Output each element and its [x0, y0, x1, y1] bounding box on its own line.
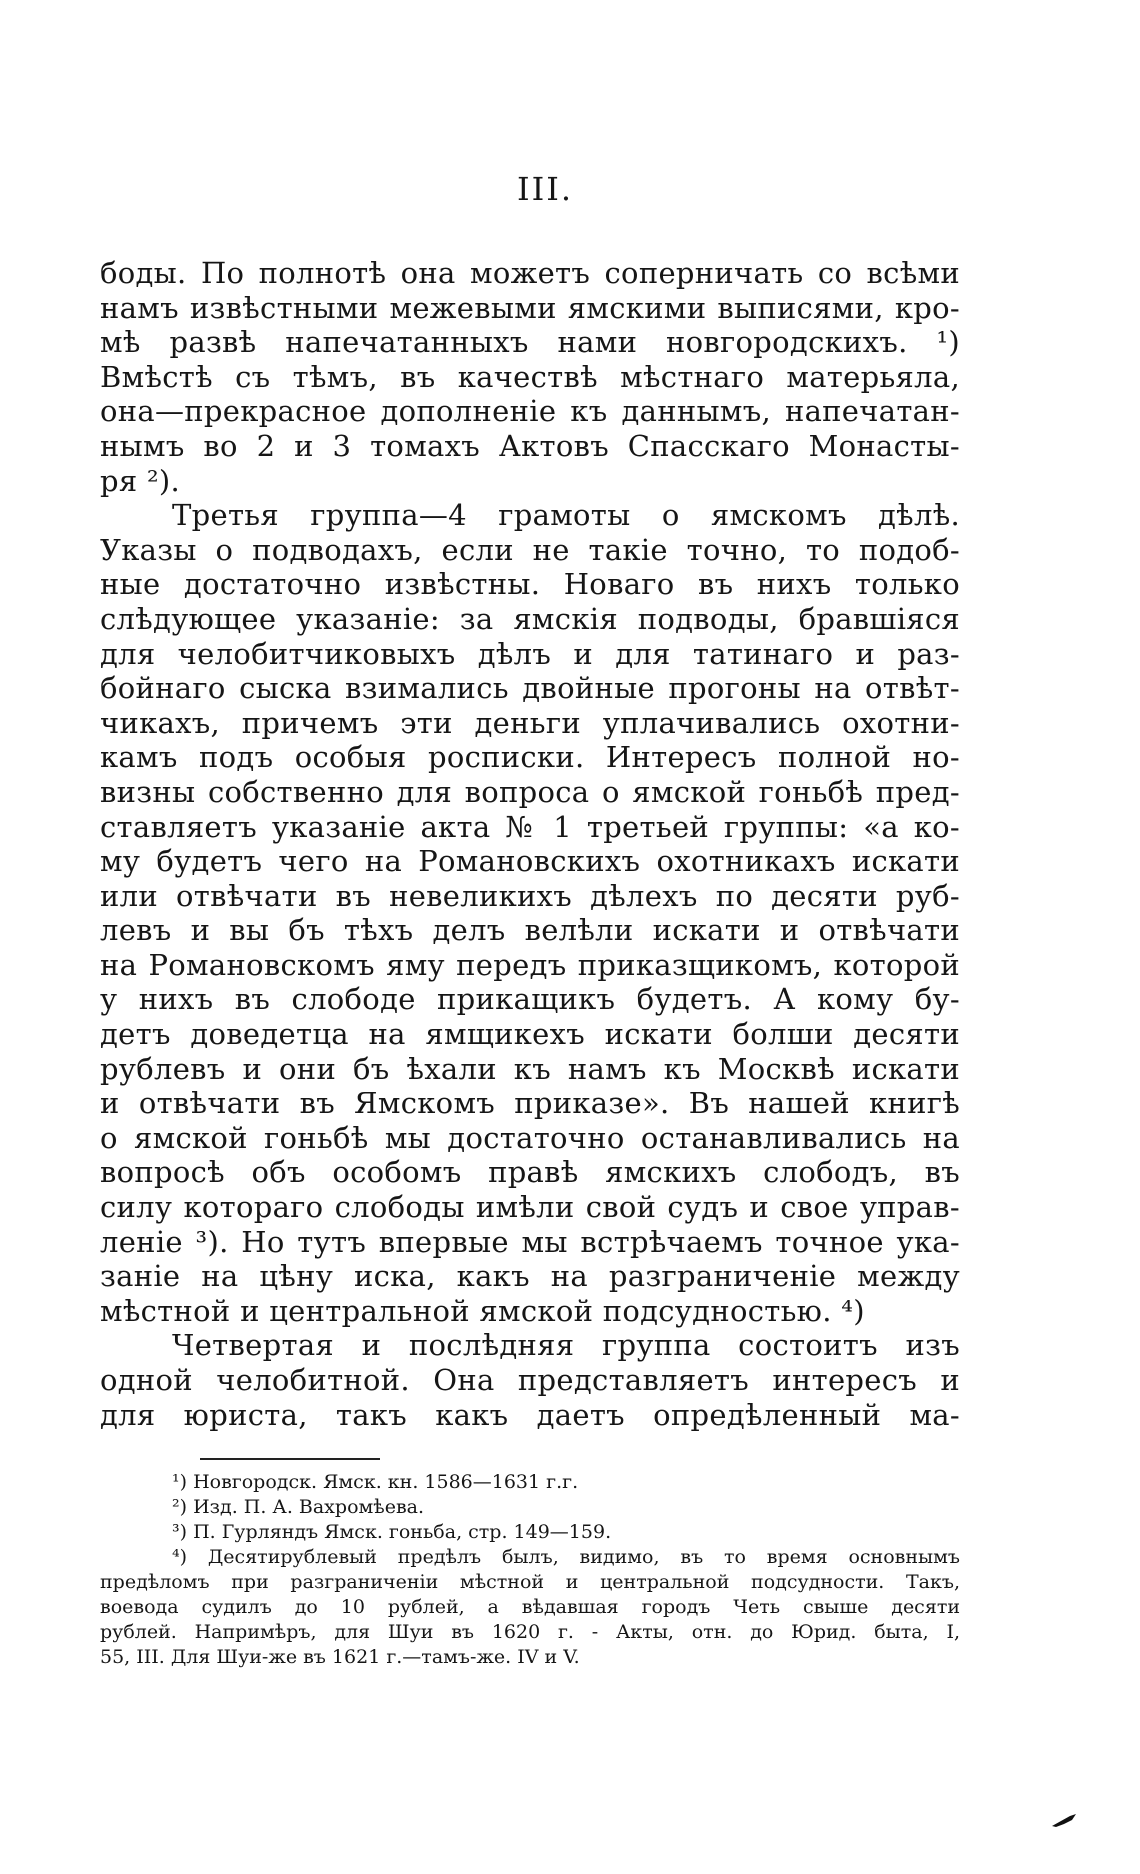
body-text	[100, 256, 960, 1432]
body-line: для юриста, такъ какъ даетъ опредѣленный ма-	[100, 1397, 960, 1432]
book-page	[100, 170, 960, 1670]
body-line: камъ подъ особыя росписки. Интересъ полной но-	[100, 740, 960, 775]
body-line: и отвѣчати въ Ямскомъ приказе». Въ нашей книгѣ	[100, 1086, 960, 1121]
body-line: для челобитчиковыхъ дѣлъ и для татинаго и раз-	[100, 636, 960, 671]
body-line: вопросѣ объ особомъ правѣ ямскихъ слободъ, въ	[100, 1155, 960, 1190]
body-line: ря ²).	[100, 463, 181, 498]
body-line: нымъ во 2 и 3 томахъ Актовъ Спасскаго Монасты-	[100, 428, 960, 463]
footnote-line: ²) Изд. П. А. Вахромѣева.	[172, 1496, 425, 1519]
body-line: боды. По полнотѣ она можетъ соперничать со всѣми	[100, 256, 960, 290]
footnote-line: рублей. Напримѣръ, для Шуи въ 1620 г. - Акты, отн. до Юрид. быта, I,	[100, 1621, 960, 1644]
page-number: III.	[516, 170, 574, 208]
footnote-line: ³) П. Гурляндъ Ямск. гоньба, стр. 149—159.	[172, 1521, 612, 1544]
body-line: Вмѣстѣ съ тѣмъ, въ качествѣ мѣстнаго матерьяла,	[100, 359, 960, 394]
body-line: о ямской гоньбѣ мы достаточно останавливались на	[100, 1120, 960, 1155]
body-line: мѣстной и центральной ямской подсудностью. ⁴)	[100, 1293, 865, 1328]
footnotes	[100, 1470, 960, 1670]
body-line: визны собственно для вопроса о ямской гоньбѣ пред-	[100, 774, 960, 809]
body-line: одной челобитной. Она представляетъ интересъ и	[100, 1363, 960, 1397]
footnote-line: ⁴) Десятирублевый предѣлъ былъ, видимо, въ то время основнымъ	[172, 1546, 960, 1569]
body-line: или отвѣчати въ невеликихъ дѣлехъ по десяти руб-	[100, 878, 960, 913]
body-line: рублевъ и они бъ ѣхали къ намъ къ Москвѣ искати	[100, 1051, 960, 1086]
printer-mark-icon	[1050, 1812, 1078, 1828]
body-line: на Романовскомъ яму передъ приказщикомъ, которой	[100, 947, 960, 982]
body-line: заніе на цѣну иска, какъ на разграниченіе между	[100, 1259, 960, 1294]
body-line: бойнаго сыска взимались двойные прогоны на отвѣт-	[100, 671, 960, 706]
body-line: левъ и вы бъ тѣхъ делъ велѣли искати и отвѣчати	[100, 913, 960, 948]
footnote-separator	[200, 1458, 380, 1460]
body-line: намъ извѣстными межевыми ямскими выписями, кро-	[100, 290, 960, 325]
body-line: силу котораго слободы имѣли свой судъ и свое управ-	[100, 1190, 960, 1225]
body-line: у нихъ въ слободе прикащикъ будетъ. А кому бу-	[100, 982, 960, 1017]
footnote-line: воевода судилъ до 10 рублей, а вѣдавшая городъ Четь свыше десяти	[100, 1596, 960, 1619]
footnote-line: ¹) Новгородск. Ямск. кн. 1586—1631 г.г.	[172, 1471, 579, 1494]
body-line: чикахъ, причемъ эти деньги уплачивались охотни-	[100, 705, 960, 740]
body-line: детъ доведетца на ямщикехъ искати болши десяти	[100, 1017, 960, 1052]
body-line: ные достаточно извѣстны. Новаго въ нихъ только	[100, 567, 960, 602]
body-line: му будетъ чего на Романовскихъ охотникахъ искати	[100, 844, 960, 879]
body-line: она—прекрасное дополненіе къ даннымъ, напечатан-	[100, 394, 960, 429]
body-line: леніе ³). Но тутъ впервые мы встрѣчаемъ точное ука-	[100, 1224, 960, 1259]
body-line: слѣдующее указаніе: за ямскія подводы, бравшіяся	[100, 601, 960, 636]
body-line: Третья группа—4 грамоты о ямскомъ дѣлѣ.	[172, 498, 960, 533]
body-line: Четвертая и послѣдняя группа состоитъ изъ	[172, 1328, 960, 1363]
footnote-line: предѣломъ при разграниченіи мѣстной и центральной подсудности. Такъ,	[100, 1571, 960, 1594]
footnote-line: 55, III. Для Шуи-же въ 1621 г.—тамъ-же. IV и V.	[100, 1646, 580, 1669]
body-line: мѣ развѣ напечатанныхъ нами новгородскихъ. ¹)	[100, 325, 960, 360]
body-line: Указы о подводахъ, если не такіе точно, то подоб-	[100, 532, 960, 567]
body-line: ставляетъ указаніе акта № 1 третьей группы: «а ко-	[100, 809, 960, 844]
